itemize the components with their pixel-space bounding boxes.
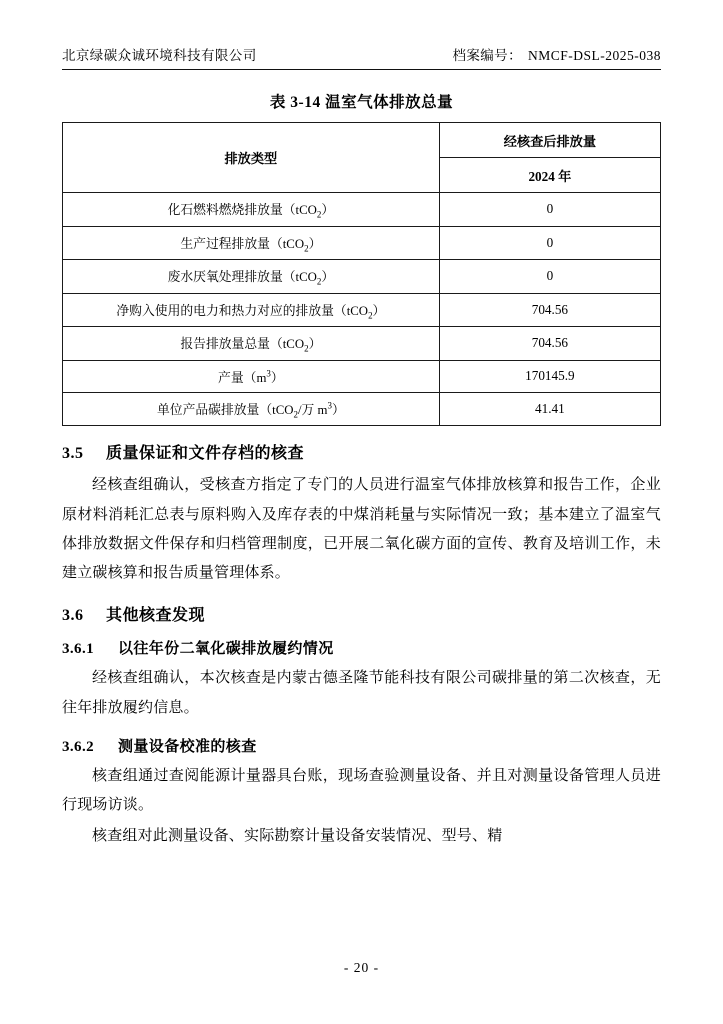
- row-label: 化石燃料燃烧排放量（tCO$_2$）: [63, 193, 440, 227]
- subsection-number: 3.6.1: [62, 641, 94, 658]
- subsection-3-6-2-paragraph-1: 核查组通过查阅能源计量器具台账，现场查验测量设备、并且对测量设备管理人员进行现场访谈。: [62, 767, 661, 814]
- row-value: 0: [439, 226, 660, 260]
- table-col-header-type: 排放类型: [63, 123, 440, 193]
- subsection-heading-3-6-1: [62, 637, 661, 658]
- page-footer: [0, 960, 723, 976]
- row-value: 704.56: [439, 327, 660, 361]
- row-label: 净购入使用的电力和热力对应的排放量（tCO$_2$）: [63, 293, 440, 327]
- table-row: [63, 226, 661, 260]
- table-row: [63, 360, 661, 392]
- subsection-title: 以往年份二氧化碳排放履约情况: [118, 641, 334, 658]
- table-col-header-year: 2024 年: [439, 158, 660, 193]
- section-title: 其他核查发现: [106, 607, 206, 625]
- subsection-title: 测量设备校准的核查: [118, 738, 257, 755]
- row-label: 废水厌氧处理排放量（tCO$_2$）: [63, 260, 440, 294]
- section-title: 质量保证和文件存档的核查: [106, 445, 305, 463]
- subsection-3-6-1-paragraph: 经核查组确认，本次核查是内蒙古德圣隆节能科技有限公司碳排量的第二次核查，无往年排放履约信息。: [62, 670, 661, 716]
- row-label: 报告排放量总量（tCO$_2$）: [63, 327, 440, 361]
- row-label: 单位产品碳排放量（tCO$_2$/万 $m^3$）: [63, 392, 440, 426]
- archive-number: NMCF-DSL-2025-038: [527, 48, 661, 63]
- ghg-emissions-table: [62, 122, 661, 426]
- table-col-header-group: 经核查后排放量: [439, 123, 660, 158]
- table-row: [63, 260, 661, 294]
- section-number: 3.5: [62, 445, 84, 463]
- row-value: 0: [439, 193, 660, 227]
- header-archive: [452, 44, 661, 64]
- table-row: [63, 392, 661, 426]
- archive-label: 档案编号：: [452, 48, 522, 63]
- subsection-heading-3-6-2: [62, 735, 661, 756]
- subsection-3-6-2-paragraph-2: 核查组对此测量设备、实际勘察计量设备安装情况、型号、精: [92, 828, 503, 845]
- section-heading-3-6: [62, 602, 661, 625]
- subsection-number: 3.6.2: [62, 738, 94, 755]
- table-row: [63, 327, 661, 361]
- row-value: 41.41: [439, 392, 660, 426]
- table-header-row-1: [63, 123, 661, 158]
- row-label: 产量$(m^3)$: [63, 360, 440, 392]
- table-row: [63, 293, 661, 327]
- row-value: 0: [439, 260, 660, 294]
- page-number: - 20 -: [343, 960, 380, 975]
- section-heading-3-5: [62, 440, 661, 463]
- table-row: [63, 193, 661, 227]
- header-company: 北京绿碳众诚环境科技有限公司: [62, 48, 257, 63]
- page-header: [62, 44, 661, 68]
- row-value: 170145.9: [439, 360, 660, 392]
- row-value: 704.56: [439, 293, 660, 327]
- table-caption: 表 3-14 温室气体排放总量: [269, 94, 454, 111]
- row-label: 生产过程排放量（tCO$_2$）: [63, 226, 440, 260]
- section-number: 3.6: [62, 607, 84, 625]
- header-divider: [62, 69, 661, 70]
- section-3-5-paragraph: 经核查组确认，受核查方指定了专门的人员进行温室气体排放核算和报告工作，企业原材料消耗汇总表与原料购入及库存表的中煤消耗量与实际情况一致；基本建立了温室气体排放数据文件保存和归档管理制度，已开展二氧化碳方面的宣传、教育及培训工作，未建立碳核算和报告质量管理体系。: [62, 477, 661, 582]
